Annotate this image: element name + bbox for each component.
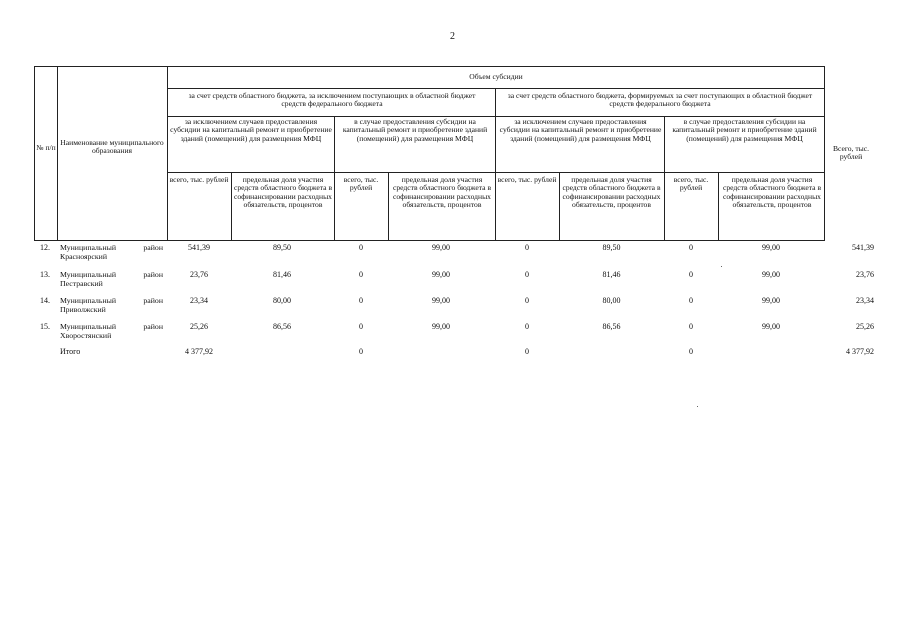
cell-value: 99,00 [432,322,450,331]
cell-value: 4 377,92 [185,347,213,356]
cell-value: 0 [359,270,363,279]
cell-value: 0 [359,243,363,252]
cell-value: 80,00 [273,296,291,305]
page-number: 2 [450,31,455,42]
cell-value: 0 [359,322,363,331]
cell-value: 86,56 [602,322,621,331]
col-share-1-header: предельная доля участия средств областного бюджета в софинансировании расходных обязательств, процентов [233,175,333,210]
cell-value: 99,00 [762,243,780,252]
col-total-1-header: всего, тыс. рублей [169,175,229,184]
total-column-header: Всего, тыс. рублей [832,144,870,162]
col-name-header: Наименование муниципального образования [60,138,164,156]
col-share-3-header: предельная доля участия средств областного бюджета в софинансировании расходных обязательств, процентов [562,175,661,210]
cell-value: 0 [359,347,363,356]
col-share-4-header: предельная доля участия средств областного бюджета в софинансировании расходных обязательств, процентов [722,175,822,210]
case-mfc-header-b: в случае предоставления субсидии на капитальный ремонт и приобретение зданий (помещений) для размещения МФЦ [672,117,817,143]
totals-label: Итого [60,347,81,356]
excl-mfc-header-a: за исключением случаев предоставления субсидии на капитальный ремонт и приобретение зданий (помещений) для размещения МФЦ [170,117,332,143]
cell-value: 99,00 [762,296,780,305]
cell-value: 23,76 [190,270,208,279]
regional-budget-header: за счет средств областного бюджета, за исключением поступающих в областной бюджет средств федерального бюджета [188,91,476,109]
row-number: 12. [40,243,50,252]
cell-value: 99,00 [762,270,780,279]
cell-value: 0 [525,243,529,252]
excl-mfc-header-b: за исключением случаев предоставления субсидии на капитальный ремонт и приобретение зданий (помещений) для размещения МФЦ [499,117,662,143]
cell-value: 80,00 [602,296,621,305]
row-number: 15. [40,322,50,331]
cell-value: 99,00 [432,243,450,252]
cell-value: 0 [689,270,693,279]
cell-total: 23,76 [856,270,874,279]
cell-value: 0 [359,296,363,305]
cell-value: 0 [689,296,693,305]
cell-value: 541,39 [188,243,210,252]
cell-total: 4 377,92 [846,347,874,356]
row-number: 13. [40,270,50,279]
subsidy-volume-header: Объем субсидии [469,72,523,81]
scan-speck [697,406,698,407]
cell-total: 23,34 [856,296,874,305]
cell-value: 89,50 [273,243,291,252]
col-number-header: № п/п [36,143,56,152]
cell-value: 0 [525,270,529,279]
cell-value: 99,00 [432,270,450,279]
cell-value: 99,00 [762,322,780,331]
col-total-3-header: всего, тыс. рублей [497,175,557,184]
cell-value: 86,56 [273,322,291,331]
col-total-4-header: всего, тыс. рублей [673,175,709,193]
col-share-2-header: предельная доля участия средств областного бюджета в софинансировании расходных обязательств, процентов [392,175,492,210]
cell-value: 0 [525,347,529,356]
cell-value: 99,00 [432,296,450,305]
cell-value: 0 [525,322,529,331]
col-total-2-header: всего, тыс. рублей [343,175,379,193]
cell-value: 81,46 [602,270,621,279]
cell-value: 25,26 [190,322,208,331]
cell-value: 23,34 [190,296,208,305]
row-number: 14. [40,296,50,305]
cell-value: 81,46 [273,270,291,279]
federal-funds-header: за счет средств областного бюджета, формируемых за счет поступающих в областной бюджет средств федерального бюджета [507,91,813,109]
case-mfc-header-a: в случае предоставления субсидии на капитальный ремонт и приобретение зданий (помещений) для размещения МФЦ [342,117,488,143]
cell-total: 25,26 [856,322,874,331]
cell-value: 0 [689,322,693,331]
cell-total: 541,39 [852,243,874,252]
cell-value: 89,50 [602,243,621,252]
scan-speck [721,266,722,267]
cell-value: 0 [689,347,693,356]
cell-value: 0 [525,296,529,305]
cell-value: 0 [689,243,693,252]
